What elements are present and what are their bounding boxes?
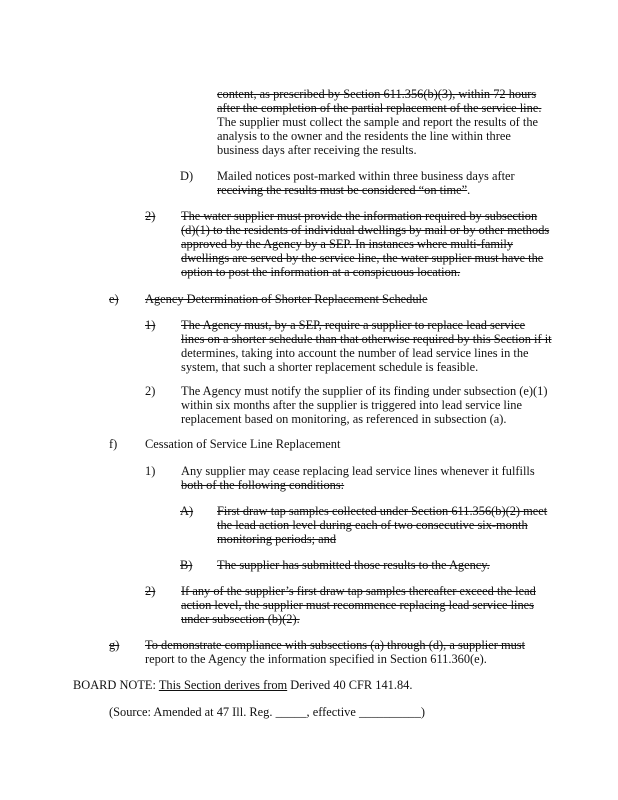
deleted-text: option to post the information at a conspicuous location.	[181, 265, 461, 279]
text-segment: )	[420, 705, 426, 719]
text-line	[217, 183, 470, 197]
text-segment: determines, taking into account the number of lead service lines in the	[181, 346, 529, 360]
text-segment: _____	[275, 705, 307, 719]
item-label: D)	[180, 169, 194, 183]
text-line	[181, 584, 536, 598]
text-segment: (Source: Amended at 47 Ill. Reg.	[109, 705, 276, 719]
item-label: g)	[109, 638, 120, 652]
text-line	[181, 612, 300, 626]
deleted-text: monitoring periods; and	[217, 532, 337, 546]
text-line	[217, 169, 515, 183]
text-segment: business days after receiving the results.	[217, 143, 417, 157]
text-line	[217, 504, 547, 518]
deleted-text: (d)(1) to the residents of individual dwellings by mail or by other methods	[181, 223, 550, 237]
text-line	[181, 332, 552, 346]
text-line	[145, 638, 525, 652]
item-label: 2)	[145, 584, 156, 598]
inserted-text: This Section derives from	[158, 678, 288, 692]
text-line	[145, 652, 487, 666]
deleted-text: the lead action level during each of two consecutive six-month	[217, 518, 528, 532]
text-line	[217, 129, 511, 143]
text-segment: report to the Agency the information specified in Section 611.360(e).	[145, 652, 487, 666]
text-line	[217, 518, 528, 532]
text-segment: The Agency must notify the supplier of its finding under subsection (e)(1)	[181, 384, 548, 398]
deleted-text: First draw tap samples collected under Section 611.356(b)(2) meet	[217, 504, 548, 518]
deleted-text: The supplier has submitted those results to the Agency.	[217, 558, 490, 572]
text-line	[181, 412, 506, 426]
text-line	[181, 478, 344, 492]
text-line	[181, 209, 537, 223]
text-line	[217, 87, 536, 101]
text-segment: system, that such a shorter replacement schedule is feasible.	[181, 360, 479, 374]
text-line	[109, 705, 425, 719]
deleted-text: content, as prescribed by Section 611.356(b)(3), within 72 hours	[217, 87, 537, 101]
text-line	[181, 318, 525, 332]
text-line	[181, 265, 460, 279]
deleted-text: approved by the Agency by a SEP. In instances where multi-family	[181, 237, 514, 251]
text-line	[181, 237, 513, 251]
deleted-text: Agency Determination of Shorter Replacement Schedule	[145, 292, 428, 306]
text-line	[181, 598, 534, 612]
deleted-text: The water supplier must provide the information required by subsection	[181, 209, 538, 223]
text-segment: __________	[358, 705, 421, 719]
text-segment: , effective	[306, 705, 359, 719]
text-line	[217, 558, 490, 572]
text-line	[181, 464, 535, 478]
text-segment: .	[467, 183, 471, 197]
text-line	[181, 223, 549, 237]
text-line	[217, 143, 417, 157]
text-segment: Mailed notices post-marked within three business days after	[217, 169, 515, 183]
item-label: A)	[180, 504, 194, 518]
text-segment: Cessation of Service Line Replacement	[145, 437, 341, 451]
text-line	[145, 292, 427, 306]
text-line	[181, 384, 547, 398]
text-line	[181, 346, 529, 360]
text-line	[145, 437, 340, 451]
deleted-text: both of the following conditions:	[181, 478, 345, 492]
text-segment: analysis to the owner and the residents the line within three	[217, 129, 511, 143]
item-label: 2)	[145, 384, 156, 398]
text-segment: Derived 40 CFR 141.84.	[287, 678, 413, 692]
text-line	[181, 360, 478, 374]
text-line	[181, 251, 543, 265]
item-label: B)	[180, 558, 193, 572]
deleted-text: lines on a shorter schedule than that otherwise required by this Section if it	[181, 332, 552, 346]
item-label: 1)	[145, 318, 156, 332]
text-line	[73, 678, 412, 692]
item-label: f)	[109, 437, 118, 451]
text-segment: The supplier must collect the sample and report the results of the	[217, 115, 539, 129]
deleted-text: after the completion of the partial replacement of the service line.	[217, 101, 542, 115]
deleted-text: under subsection (b)(2).	[181, 612, 300, 626]
item-label: 1)	[145, 464, 156, 478]
text-segment: within six months after the supplier is triggered into lead service line	[181, 398, 523, 412]
text-segment: Any supplier may cease replacing lead service lines whenever it fulfills	[181, 464, 535, 478]
text-line	[217, 115, 538, 129]
item-label: e)	[109, 292, 119, 306]
text-line	[181, 398, 522, 412]
text-line	[217, 532, 336, 546]
text-segment: BOARD NOTE:	[73, 678, 159, 692]
deleted-text: receiving the results must be considered “on time”	[217, 183, 468, 197]
deleted-text: action level, the supplier must recommence replacing lead service lines	[181, 598, 534, 612]
text-line	[217, 101, 541, 115]
deleted-text: dwellings are served by the service line, the water supplier must have the	[181, 251, 544, 265]
deleted-text: The Agency must, by a SEP, require a supplier to replace lead service	[181, 318, 526, 332]
item-label: 2)	[145, 209, 156, 223]
deleted-text: To demonstrate compliance with subsections (a) through (d), a supplier must	[145, 638, 526, 652]
text-segment: replacement based on monitoring, as referenced in subsection (a).	[181, 412, 507, 426]
deleted-text: If any of the supplier’s first draw tap samples thereafter exceed the lead	[181, 584, 536, 598]
